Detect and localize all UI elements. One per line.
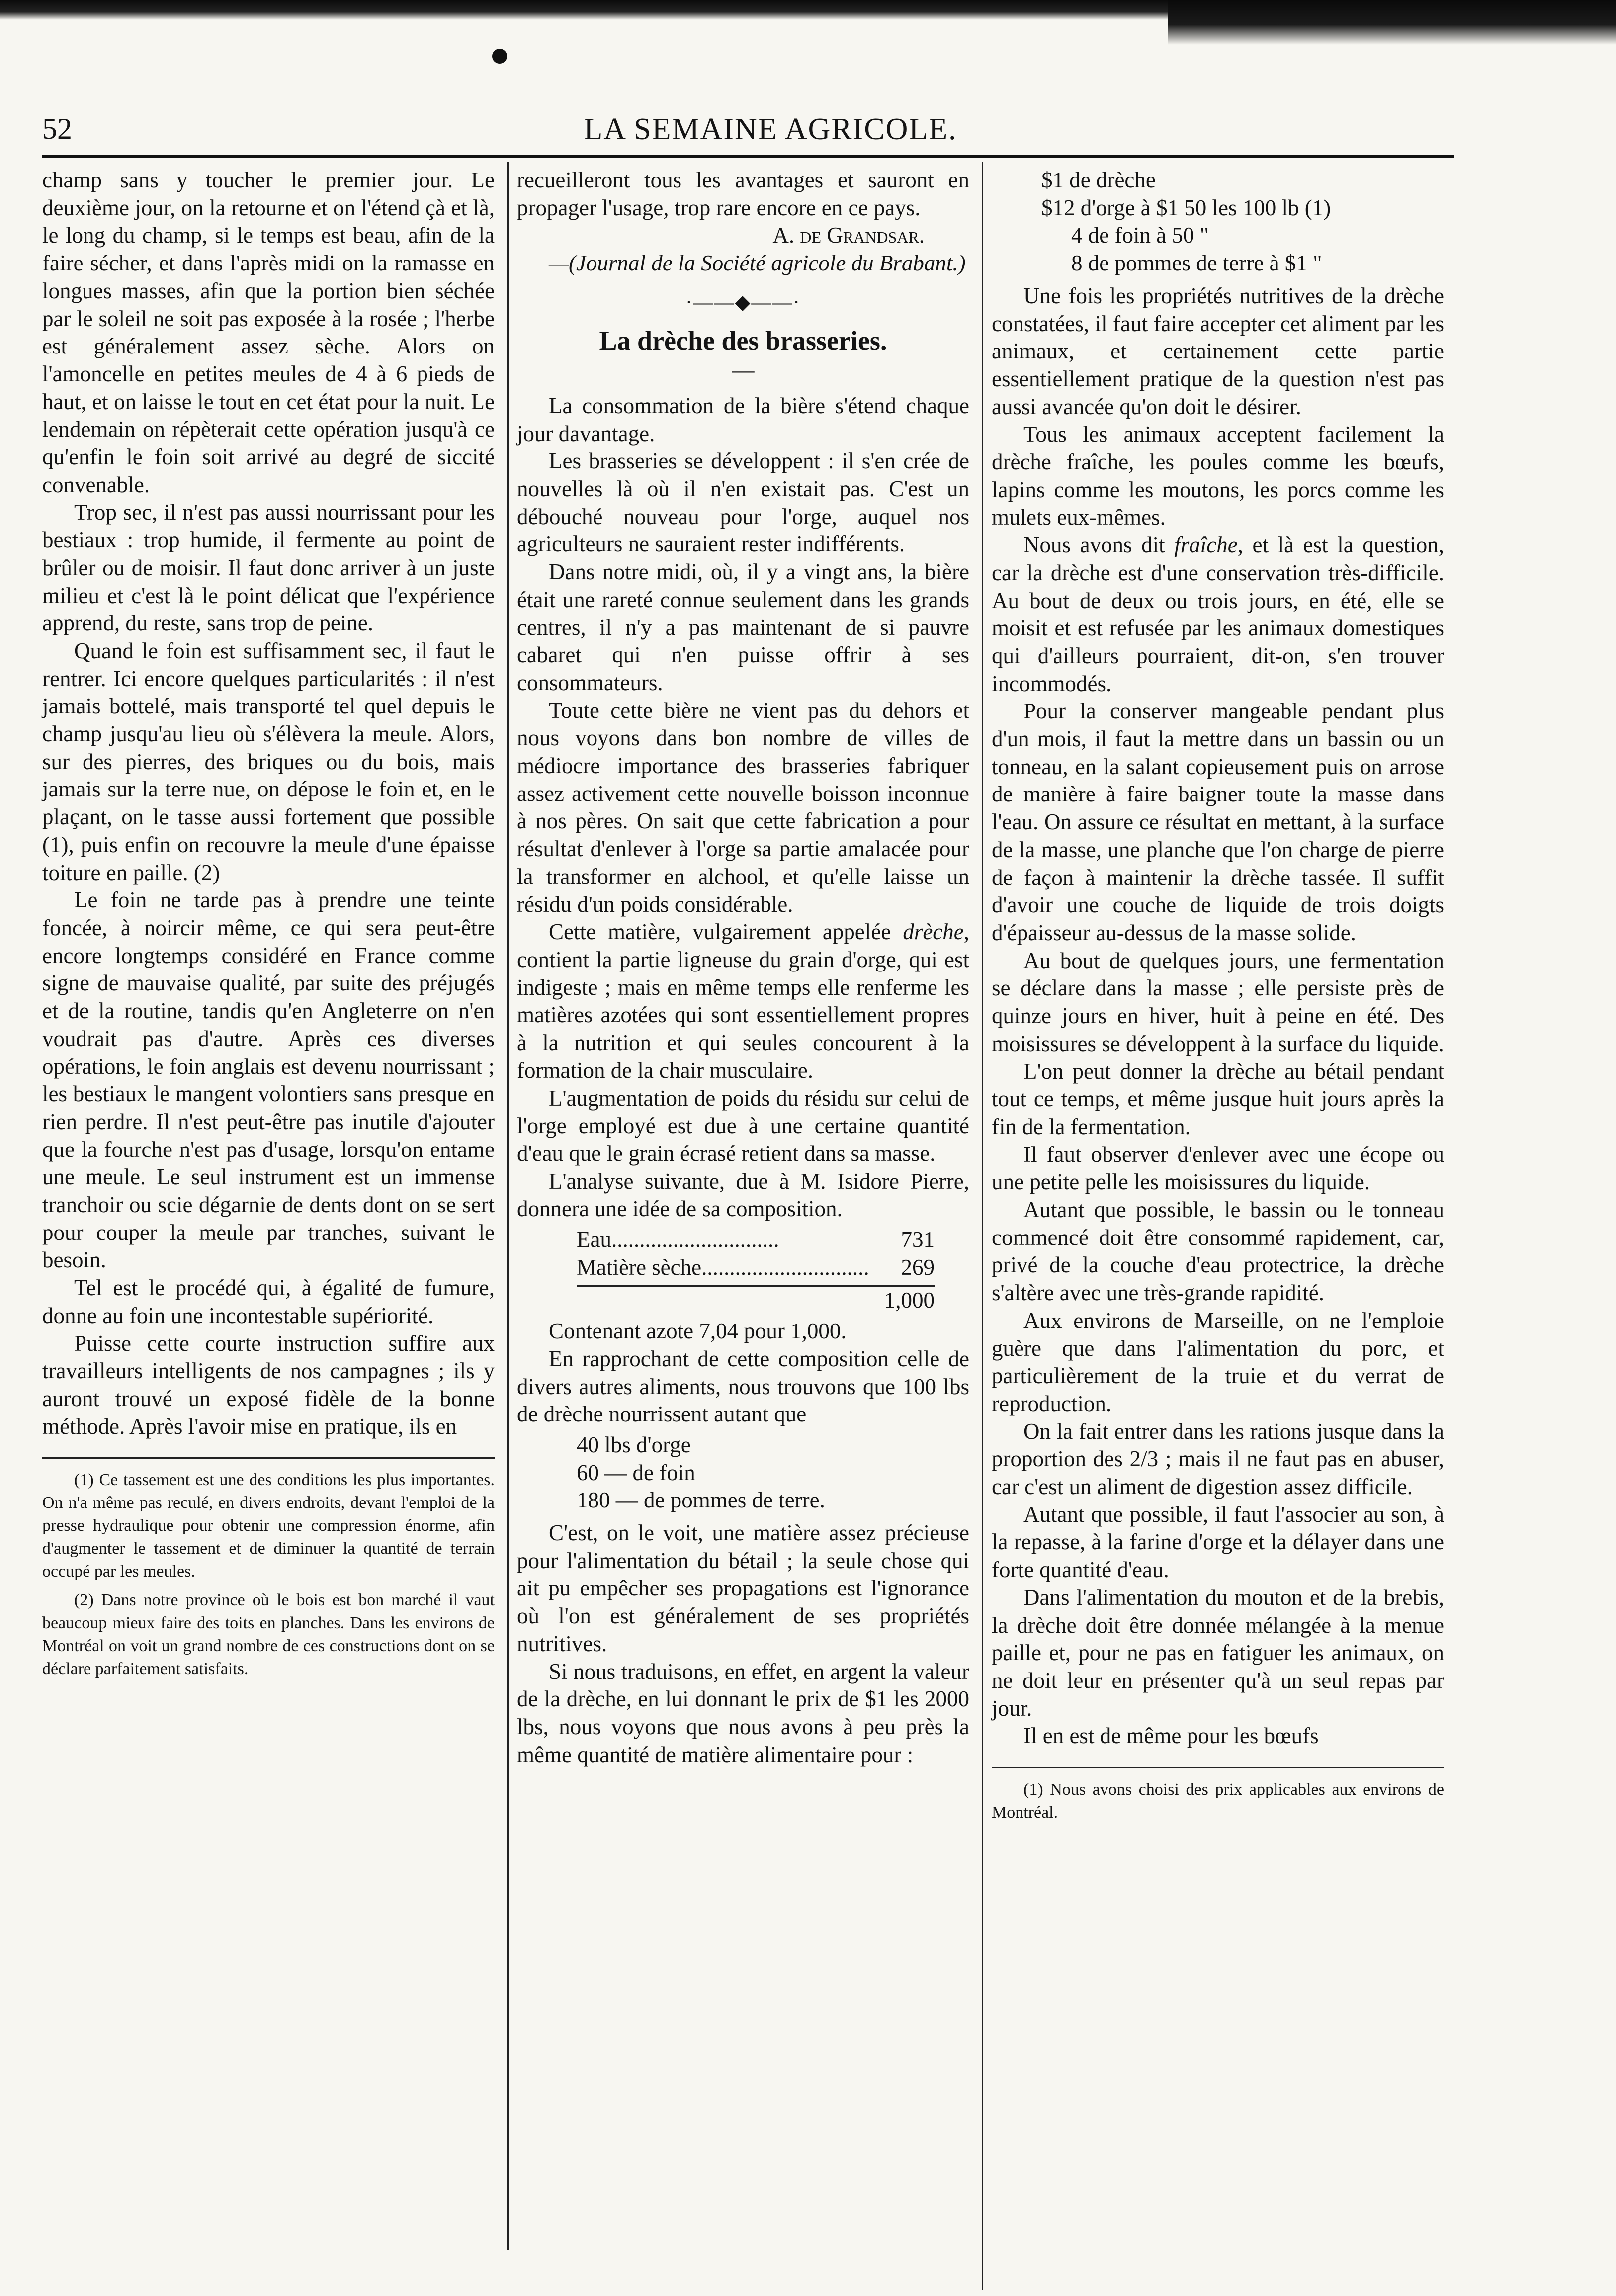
running-title: LA SEMAINE AGRICOLE. xyxy=(584,112,957,146)
list-item: 8 de pommes de terre à $1 " xyxy=(1071,251,1322,276)
paragraph: La consommation de la bière s'étend chaque jour davantage. xyxy=(517,393,969,446)
paragraph: Au bout de quelques jours, une fermentation se déclare dans la masse ; elle persiste près de quinze jours en hiver, huit à peine en été. Des moisissures se développent à la surface du liquide. xyxy=(992,948,1444,1056)
price-list xyxy=(1041,167,1444,277)
footnote-rule xyxy=(42,1457,495,1459)
paragraph: Tel est le procédé qui, à égalité de fumure, donne au foin une incontestable supériorité. xyxy=(42,1275,495,1328)
column-divider-1 xyxy=(507,162,509,2250)
column-divider-2 xyxy=(982,162,983,2290)
paragraph: Tous les animaux acceptent facilement la drèche fraîche, les poules comme les bœufs, lapins comme les moutons, les porcs comme les mulets eux-mêmes. xyxy=(992,422,1444,530)
italic-term: fraîche xyxy=(1174,532,1238,558)
analysis-table xyxy=(577,1226,969,1315)
paragraph: Si nous traduisons, en effet, en argent la valeur de la drèche, en lui donnant le prix de $1 les 2000 lbs, nous voyons que nous avons à peu près la même quantité de matière alimentaire pour : xyxy=(517,1659,969,1767)
text-run: , contient la partie ligneuse du grain d'orge, qui est indigeste ; mais en même temps elle renferme les matières azotées qui sont essentiellement propres à la nutrition et qui seules concourent à la formation de la chair musculaire. xyxy=(517,919,969,1083)
article-title: La drèche des brasseries. xyxy=(599,325,887,355)
paragraph: En rapprochant de cette composition celle de divers autres aliments, nous trouvons que 100 lbs de drèche nourrissent autant que xyxy=(517,1346,969,1427)
paragraph: Le foin ne tarde pas à prendre une teinte foncée, à noircir même, ce qui sera peut-être encore longtemps considéré en France comme signe de mauvaise qualité, par suite des préjugés et de la routine, tandis qu'en Angleterre on n'en voudrait pas d'autre. Après ces diverses opérations, le foin anglais est devenu nourrissant ; les bestiaux le mangent volontiers sans presque en rien perdre. Il n'est peut-être pas inutile d'ajouter que la fourche n'est pas d'usage, lorsqu'on entame une meule. Le seul instrument est un immense tranchoir ou scie dégarnie de dents dont on se sert pour couper la meule par tranches, suivant le besoin. xyxy=(42,887,495,1273)
author-signature: A. de Grandsar. xyxy=(772,223,925,248)
paragraph: Quand le foin est suffisamment sec, il faut le rentrer. Ici encore quelques particularités : il n'est jamais bottelé, mais transporté tel quel depuis le champ jusqu'au lieu où s'élèvera la meule. Alors, sur des pierres, des briques ou du bois, mais jamais sur la terre nue, on dépose le foin et, en le plaçant, on le tasse aussi fortement que possible (1), puis enfin on recouvre la meule d'une épaisse toiture en paille. (2) xyxy=(42,638,495,885)
italic-term: drèche xyxy=(903,919,964,945)
dot-leaders: .............................. xyxy=(611,1227,779,1252)
list-item: $1 de drèche xyxy=(1041,168,1156,192)
paragraph: Il en est de même pour les bœufs xyxy=(1023,1723,1319,1749)
analysis-label: Matière sèche xyxy=(577,1254,702,1280)
analysis-total-row xyxy=(577,1285,935,1315)
paragraph: Les brasseries se développent : il s'en crée de nouvelles là où il n'en existait pas. C'est un débouché nouveau pour l'orge, auquel nos agriculteurs ne sauraient rester indifférents. xyxy=(517,448,969,557)
paragraph: Autant que possible, il faut l'associer au son, à la repasse, à la farine d'orge et la délayer dans une forte quantité d'eau. xyxy=(992,1501,1444,1583)
list-item: 4 de foin à 50 " xyxy=(1071,223,1209,248)
paragraph: On la fait entrer dans les rations jusque dans la proportion des 2/3 ; mais il ne faut pas en abuser, car c'est un aliment de digestion assez difficile. xyxy=(992,1418,1444,1500)
paragraph: recueilleront tous les avantages et sauront en propager l'usage, trop rare encore en ce pays. xyxy=(517,168,969,220)
paragraph: Trop sec, il n'est pas aussi nourrissant pour les bestiaux : trop humide, il fermente au point de brûler ou de moisir. Il faut donc arriver à un juste milieu et c'est là le point délicat que l'expérience apprend, du reste, sans trop de peine. xyxy=(42,500,495,636)
paragraph: Contenant azote 7,04 pour 1,000. xyxy=(549,1319,847,1344)
source-citation: —(Journal de la Société agricole du Brabant.) xyxy=(549,251,966,276)
header-rule xyxy=(42,155,1454,158)
text-run: Nous avons dit xyxy=(1023,532,1175,558)
list-item: $12 d'orge à $1 50 les 100 lb (1) xyxy=(1041,195,1331,220)
list-item: 180 — de pommes de terre. xyxy=(577,1488,825,1513)
paragraph: Toute cette bière ne vient pas du dehors et nous voyons dans bon nombre de villes de médiocre importance des brasseries fabriquer assez activement cette nouvelle boisson inconnue à nos pères. On sait que cette fabrication a pour résultat d'enlever à l'orge sa partie amalacée pour la transformer en alchool, et qu'elle laisse un résidu d'un poids considérable. xyxy=(517,698,969,917)
footnote: (1) Nous avons choisi des prix applicables aux environs de Montréal. xyxy=(992,1780,1444,1822)
paragraph: Dans l'alimentation du mouton et de la brebis, la drèche doit être donnée mélangée à la menue paille et, pour ne pas en fatiguer les animaux, on ne doit leur en présenter qu'à un seul repas par jour. xyxy=(992,1585,1444,1721)
scan-top-edge-right xyxy=(1168,0,1616,45)
analysis-total: 1,000 xyxy=(884,1288,935,1313)
paragraph: Autant que possible, le bassin ou le tonneau commencé doit être consommé rapidement, car, privé de la couche d'eau protectrice, la drèche s'altère avec une très-grande rapidité. xyxy=(992,1197,1444,1306)
paragraph: L'on peut donner la drèche au bétail pendant tout ce temps, et même jusque huit jours après la fin de la fermentation. xyxy=(992,1059,1444,1139)
footnote: (1) Ce tassement est une des conditions les plus importantes. On n'a même pas reculé, en divers endroits, devant l'emploi de la presse hydraulique pour obtenir une compression énorme, afin d'augmenter le tassement et de diminuer la quantité de terrain occupé par les meules. xyxy=(42,1471,495,1581)
text-run: Cette matière, vulgairement appelée xyxy=(549,919,903,945)
paragraph: Puisse cette courte instruction suffire aux travailleurs intelligents de nos campagnes ; ils y auront trouvé un exposé fidèle de la bonne méthode. Après l'avoir mise en pratique, ils en xyxy=(42,1330,495,1439)
paragraph: L'augmentation de poids du résidu sur celui de l'orge employé est due à une certaine quantité d'eau que le grain écrasé retient dans sa masse. xyxy=(517,1085,969,1166)
section-ornament: ·——◆——· xyxy=(685,290,801,313)
title-rule: — xyxy=(732,357,755,383)
analysis-label: Eau xyxy=(577,1227,611,1252)
footnote-rule xyxy=(992,1767,1444,1768)
analysis-value: 731 xyxy=(901,1227,935,1252)
equivalence-list xyxy=(577,1431,969,1514)
dot-leaders: .............................. xyxy=(701,1254,869,1280)
paragraph: Aux environs de Marseille, on ne l'emploie guère que dans l'alimentation du porc, et particulièrement de la truie et du verrat de reproduction. xyxy=(992,1308,1444,1416)
paragraph: C'est, on le voit, une matière assez précieuse pour l'alimentation du bétail ; la seule chose qui ait pu empêcher ses propagations est l'ignorance où l'on est généralement de ses propriétés nutritives. xyxy=(517,1520,969,1656)
list-item: 40 lbs d'orge xyxy=(577,1432,691,1457)
column-2 xyxy=(517,167,969,1768)
analysis-value: 269 xyxy=(901,1254,935,1280)
footnote: (2) Dans notre province où le bois est bon marché il vaut beaucoup mieux faire des toits en planches. Dans les environs de Montréal on voit un grand nombre de ces constructions dont on se déclare parfaitement satisfaits. xyxy=(42,1591,495,1678)
paragraph xyxy=(992,531,1444,698)
paragraph: Il faut observer d'enlever avec une écope ou une petite pelle les moisissures du liquide. xyxy=(992,1142,1444,1195)
paragraph: Une fois les propriétés nutritives de la drèche constatées, il faut faire accepter cet aliment par les animaux, et certainement cette partie essentiellement pratique de la question n'est pas aussi avancée qu'on doit le désirer. xyxy=(992,283,1444,419)
column-3 xyxy=(992,167,1444,1824)
paragraph xyxy=(517,918,969,1084)
paragraph: champ sans y toucher le premier jour. Le deuxième jour, on la retourne et on l'étend çà et là, le long du champ, si le temps est beau, afin de la faire sécher, et dans l'après midi on la ramasse en longues masses, afin que la portion bien séchée par le soleil ne soit pas exposée à la rosée ; l'herbe est généralement assez sèche. Alors on l'amoncelle en petites meules de 4 à 6 pieds de haut, et on laisse le tout en cet état pour la nuit. Le lendemain on répèterait cette opération jusqu'à ce qu'enfin le foin soit arrivé au degré de siccité convenable. xyxy=(42,168,495,497)
analysis-row xyxy=(577,1226,935,1254)
column-1 xyxy=(42,167,495,1680)
page-number: 52 xyxy=(42,112,72,145)
text-run: , et là est la question, car la drèche est d'une conservation très-difficile. Au bout de deux ou trois jours, en été, elle se moisit et est refusée par les animaux domestiques qui d'ailleurs pourraient, dit-on, s'en trouver incommodés. xyxy=(992,532,1444,696)
paragraph: Dans notre midi, où, il y a vingt ans, la bière était une rareté connue seulement dans les grands centres, il n'y a pas maintenant de si pauvre cabaret qui n'en puisse offrir à ses consommateurs. xyxy=(517,559,969,695)
paragraph: L'analyse suivante, due à M. Isidore Pierre, donnera une idée de sa composition. xyxy=(517,1168,969,1222)
analysis-row xyxy=(577,1254,935,1282)
ink-blot xyxy=(492,49,507,64)
list-item: 60 — de foin xyxy=(577,1460,695,1485)
paragraph: Pour la conserver mangeable pendant plus d'un mois, il faut la mettre dans un bassin ou un tonneau, en la salant copieusement puis on arrose de manière à faire baigner toute la masse dans l'eau. On assure ce résultat en mettant, à la surface de la masse, une planche que l'on charge de pierre de façon à maintenir la drèche tassée. Il suffit d'avoir une couche de liquide de trois doigts d'épaisseur au-dessus de la masse solide. xyxy=(992,699,1444,945)
